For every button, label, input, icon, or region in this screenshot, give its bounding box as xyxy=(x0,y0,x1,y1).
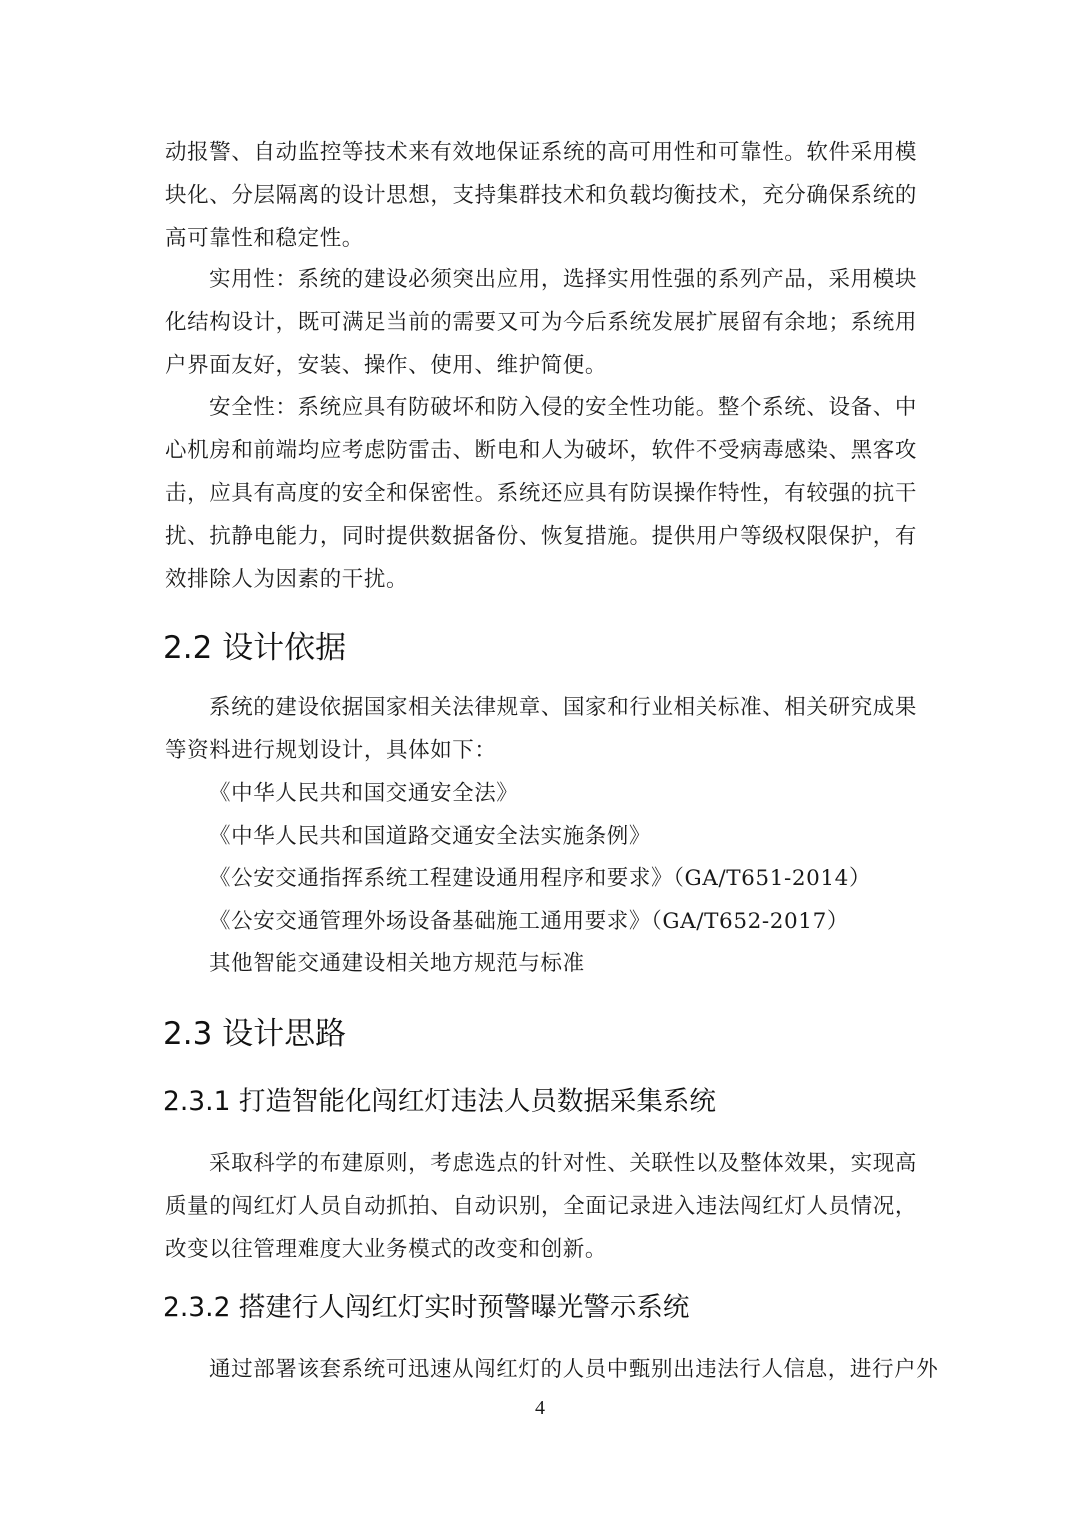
page-number: 4 xyxy=(535,1397,545,1419)
paragraph-security: 安全性：系统应具有防破坏和防入侵的安全性功能。整个系统、设备、中心机房和前端均应考虑防雷击、断电和人为破坏，软件不受病毒感染、黑客攻击，应具有高度的安全和保密性。系统还应具有防误操作特性，有较强的抗干扰、抗静电能力，同时提供数据备份、恢复措施。提供用户等级权限保护，有效排除人为因素的干扰。 xyxy=(165,395,917,592)
paragraph-practicality: 实用性：系统的建设必须突出应用，选择实用性强的系列产品，采用模块化结构设计，既可满足当前的需要又可为今后系统发展扩展留有余地；系统用户界面友好，安装、操作、使用、维护简便。 xyxy=(165,267,917,378)
reference-item: 其他智能交通建设相关地方规范与标准 xyxy=(209,951,585,976)
heading-2-3-2: 2.3.2 搭建行人闯红灯实时预警曝光警示系统 xyxy=(163,1292,690,1323)
heading-2-2: 2.2 设计依据 xyxy=(163,630,347,666)
reference-item: 《中华人民共和国道路交通安全法实施条例》 xyxy=(209,824,652,849)
paragraph-2-3-2: 通过部署该套系统可迅速从闯红灯的人员中甄别出违法行人信息，进行户外 xyxy=(209,1357,939,1382)
paragraph-2-3-1: 采取科学的布建原则，考虑选点的针对性、关联性以及整体效果，实现高质量的闯红灯人员自动抓拍、自动识别，全面记录进入违法闯红灯人员情况，改变以往管理难度大业务模式的改变和创新。 xyxy=(165,1151,917,1262)
paragraph-design-basis-intro: 系统的建设依据国家相关法律规章、国家和行业相关标准、相关研究成果等资料进行规划设计，具体如下： xyxy=(165,695,917,763)
reference-item: 《公安交通指挥系统工程建设通用程序和要求》（GA/T651-2014） xyxy=(209,866,872,891)
reference-item: 《公安交通管理外场设备基础施工通用要求》（GA/T652-2017） xyxy=(209,909,849,934)
reference-item: 《中华人民共和国交通安全法》 xyxy=(209,781,519,806)
heading-2-3: 2.3 设计思路 xyxy=(163,1016,347,1052)
heading-2-3-1: 2.3.1 打造智能化闯红灯违法人员数据采集系统 xyxy=(163,1086,716,1117)
paragraph-reliability-continued: 动报警、自动监控等技术来有效地保证系统的高可用性和可靠性。软件采用模块化、分层隔离的设计思想，支持集群技术和负载均衡技术，充分确保系统的高可靠性和稳定性。 xyxy=(165,140,917,251)
